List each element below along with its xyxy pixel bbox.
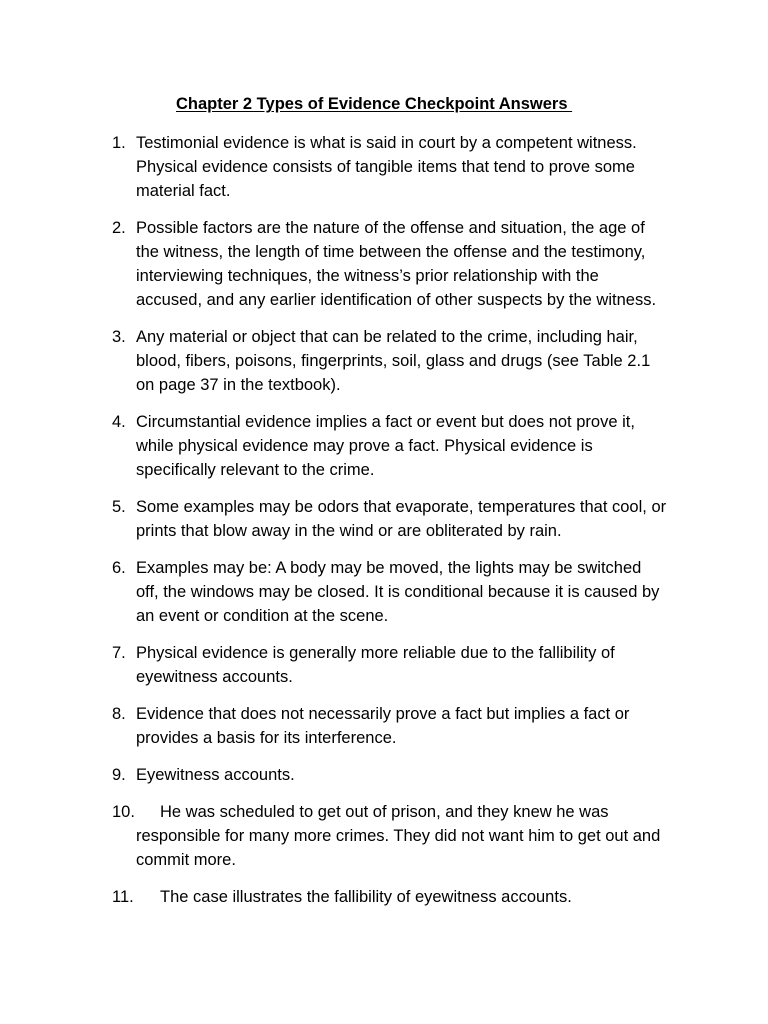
answer-text <box>136 885 712 909</box>
answer-item <box>112 410 712 482</box>
answer-line: provides a basis for its interference. <box>136 729 397 747</box>
answer-line: Circumstantial evidence implies a fact or event but does not prove it, <box>136 413 635 431</box>
answer-text <box>136 641 712 689</box>
answer-number: 11. <box>112 888 134 906</box>
answer-line: material fact. <box>136 182 231 200</box>
answer-text <box>136 702 712 750</box>
answer-line: commit more. <box>136 851 236 869</box>
answer-number: 3. <box>112 328 126 346</box>
answer-line: Physical evidence is generally more reliable due to the fallibility of <box>136 644 615 662</box>
answer-line: prints that blow away in the wind or are obliterated by rain. <box>136 522 562 540</box>
answer-line: The case illustrates the fallibility of eyewitness accounts. <box>160 888 572 906</box>
answer-item <box>112 495 712 543</box>
answer-number: 8. <box>112 705 126 723</box>
answer-line: Eyewitness accounts. <box>136 766 295 784</box>
answer-text <box>136 556 712 628</box>
answer-text <box>136 410 712 482</box>
answer-number: 7. <box>112 644 126 662</box>
answer-list <box>112 131 712 922</box>
answer-line: eyewitness accounts. <box>136 668 293 686</box>
answer-line: responsible for many more crimes. They did not want him to get out and <box>136 827 661 845</box>
answer-line: Testimonial evidence is what is said in court by a competent witness. <box>136 134 637 152</box>
answer-line: while physical evidence may prove a fact. Physical evidence is <box>136 437 593 455</box>
answer-number: 10. <box>112 803 135 821</box>
answer-item <box>112 641 712 689</box>
answer-line: off, the windows may be closed. It is conditional because it is caused by <box>136 583 660 601</box>
answer-line: Examples may be: A body may be moved, the lights may be switched <box>136 559 642 577</box>
answer-item <box>112 763 712 787</box>
answer-number: 5. <box>112 498 126 516</box>
answer-line: He was scheduled to get out of prison, and they knew he was <box>160 803 609 821</box>
answer-number: 4. <box>112 413 126 431</box>
answer-line: Some examples may be odors that evaporate, temperatures that cool, or <box>136 498 667 516</box>
answer-item <box>112 131 712 203</box>
answer-text <box>136 216 712 312</box>
answer-number: 9. <box>112 766 126 784</box>
answer-line: Any material or object that can be related to the crime, including hair, <box>136 328 638 346</box>
answer-item <box>112 702 712 750</box>
answer-line: Evidence that does not necessarily prove a fact but implies a fact or <box>136 705 630 723</box>
answer-text <box>136 325 712 397</box>
answer-item <box>112 216 712 312</box>
answer-line: accused, and any earlier identification of other suspects by the witness. <box>136 291 657 309</box>
answer-line: Physical evidence consists of tangible items that tend to prove some <box>136 158 635 176</box>
answer-line: Possible factors are the nature of the offense and situation, the age of <box>136 219 645 237</box>
answer-text <box>136 495 712 543</box>
answer-line: interviewing techniques, the witness’s prior relationship with the <box>136 267 599 285</box>
document-title: Chapter 2 Types of Evidence Checkpoint Answers <box>176 95 573 113</box>
answer-text <box>136 131 712 203</box>
answer-item <box>112 885 712 909</box>
answer-line: specifically relevant to the crime. <box>136 461 375 479</box>
answer-item <box>112 556 712 628</box>
answer-item <box>112 800 712 872</box>
answer-number: 2. <box>112 219 126 237</box>
answer-line: the witness, the length of time between the offense and the testimony, <box>136 243 646 261</box>
answer-text <box>136 763 712 787</box>
answer-number: 6. <box>112 559 126 577</box>
answer-line: an event or condition at the scene. <box>136 607 389 625</box>
answer-text <box>136 800 712 872</box>
answer-number: 1. <box>112 134 126 152</box>
answer-line: on page 37 in the textbook). <box>136 376 341 394</box>
answer-item <box>112 325 712 397</box>
answer-line: blood, fibers, poisons, fingerprints, soil, glass and drugs (see Table 2.1 <box>136 352 651 370</box>
